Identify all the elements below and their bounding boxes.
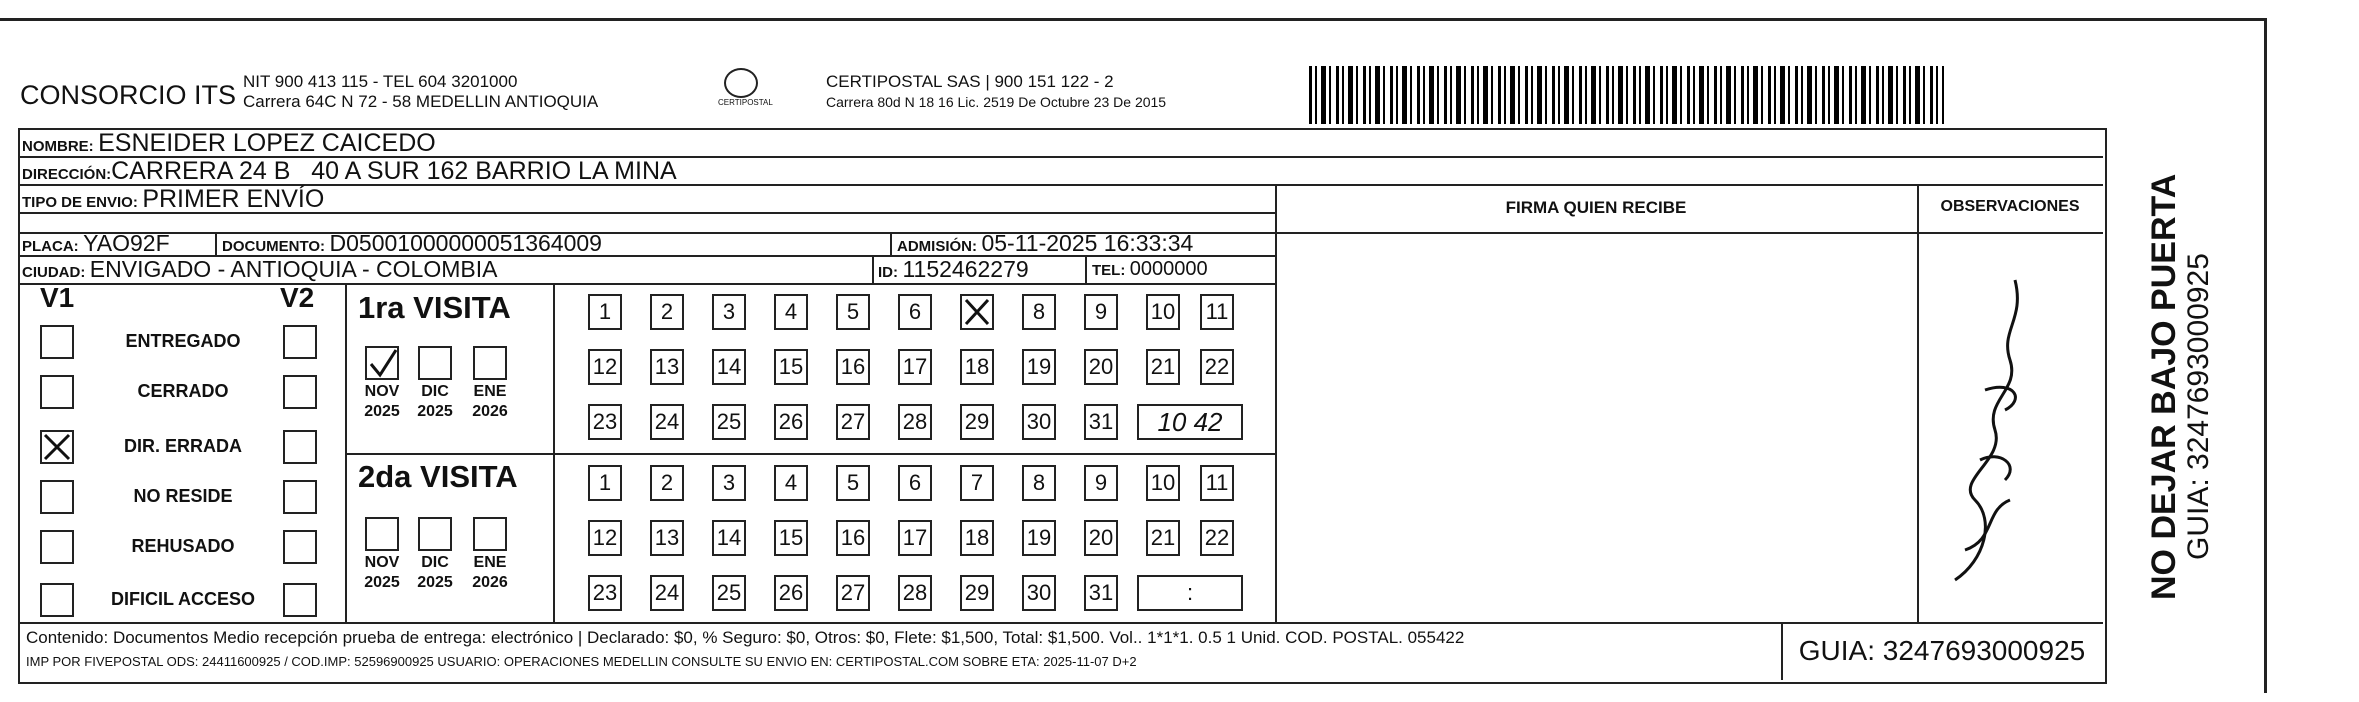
ciudad-field [22, 256, 497, 286]
status-label: DIFICIL ACCESO [110, 589, 255, 609]
side-guia: GUIA: 3247693000925 [2182, 253, 2215, 560]
tel-label: TEL: [1092, 262, 1126, 279]
day-box[interactable]: 23 [588, 575, 622, 611]
day-box[interactable]: 29 [960, 404, 994, 440]
v1-checkbox[interactable] [40, 583, 74, 617]
month-name: ENE [473, 554, 507, 571]
tipo-label: TIPO DE ENVIO: [22, 194, 138, 211]
placa-field [22, 232, 170, 258]
day-box[interactable]: 13 [650, 349, 684, 385]
month-checkbox[interactable] [365, 346, 399, 380]
carrier-logo [718, 68, 773, 107]
month-name: ENE [473, 383, 507, 400]
day-box[interactable]: 20 [1084, 520, 1118, 556]
day-box[interactable]: 7 [960, 465, 994, 501]
time-box[interactable]: : [1137, 575, 1243, 611]
nombre-field [22, 128, 436, 156]
status-label: DIR. ERRADA [123, 436, 242, 456]
tipo-value: PRIMER ENVÍO [142, 185, 325, 213]
month-checkbox[interactable] [418, 517, 452, 551]
month-label [410, 553, 460, 593]
documento-label: DOCUMENTO: [222, 238, 326, 255]
month-year: 2026 [472, 403, 508, 420]
day-box[interactable]: 17 [898, 349, 932, 385]
company-name: CONSORCIO ITS [20, 80, 237, 110]
day-box[interactable]: 27 [836, 575, 870, 611]
status-label: REHUSADO [131, 536, 235, 556]
status-label: CERRADO [137, 381, 229, 401]
v2-label: V2 [280, 282, 315, 313]
day-box[interactable]: 2 [650, 465, 684, 501]
col-divider [1275, 184, 1277, 622]
id-value: 1152462279 [902, 256, 1029, 282]
day-box-marked[interactable] [960, 294, 994, 330]
marked-day-icon [962, 296, 992, 328]
day-box[interactable]: 3 [712, 294, 746, 330]
footer-guia: GUIA: 3247693000925 [1798, 635, 2086, 666]
day-box[interactable]: 24 [650, 404, 684, 440]
company-line-2: Carrera 64C N 72 - 58 MEDELLIN ANTIOQUIA [243, 92, 599, 111]
status-label: ENTREGADO [125, 331, 241, 351]
month-name: DIC [421, 383, 449, 400]
direccion-label: DIRECCIÓN: [22, 166, 112, 183]
ciudad-label: CIUDAD: [22, 264, 86, 281]
visit2-title: 2da VISITA [358, 459, 518, 494]
nombre-value: ESNEIDER LOPEZ CAICEDO [98, 129, 436, 157]
handwritten-signature [1925, 260, 2045, 610]
tel-field [1092, 256, 1208, 284]
day-box[interactable]: 4 [774, 294, 808, 330]
day-box[interactable]: 10 [1146, 465, 1180, 501]
day-box[interactable]: 15 [774, 520, 808, 556]
day-box[interactable]: 11 [1200, 465, 1234, 501]
admision-field [897, 232, 1193, 258]
col-divider [215, 232, 217, 255]
day-box[interactable]: 5 [836, 465, 870, 501]
day-box[interactable]: 18 [960, 520, 994, 556]
tipo-envio-field [22, 186, 324, 212]
direccion-field [22, 156, 677, 184]
col-divider [890, 232, 892, 255]
month-year: 2025 [417, 574, 453, 591]
admision-value: 05-11-2025 16:33:34 [981, 230, 1194, 256]
row-divider [345, 453, 1275, 455]
day-box[interactable]: 19 [1022, 520, 1056, 556]
day-box[interactable]: 19 [1022, 349, 1056, 385]
month-checkbox[interactable] [473, 517, 507, 551]
month-checkbox[interactable] [473, 346, 507, 380]
day-box[interactable]: 12 [588, 349, 622, 385]
id-field [878, 256, 1029, 286]
month-checkbox[interactable] [365, 517, 399, 551]
v1-label: V1 [40, 282, 75, 313]
month-year: 2025 [364, 574, 400, 591]
day-box[interactable]: 6 [898, 294, 932, 330]
day-box[interactable]: 26 [774, 404, 808, 440]
tel-value: 0000000 [1129, 258, 1208, 280]
col-divider [345, 283, 347, 622]
carrier-line-2: Carrera 80d N 18 16 Lic. 2519 De Octubre 23 De 2015 [826, 94, 1167, 110]
day-box[interactable]: 10 [1146, 294, 1180, 330]
month-label [465, 553, 515, 593]
day-box[interactable]: 8 [1022, 294, 1056, 330]
company-info [243, 72, 598, 112]
carrier-line-1: CERTIPOSTAL SAS | 900 151 122 - 2 [826, 72, 1114, 91]
no-dejar-warning: NO DEJAR BAJO PUERTA [2145, 173, 2183, 600]
v1-checkbox[interactable] [40, 480, 74, 514]
month-name: NOV [364, 554, 400, 571]
month-label [357, 382, 407, 422]
day-box[interactable]: 2 [650, 294, 684, 330]
v2-checkbox[interactable] [283, 530, 317, 564]
v2-checkbox[interactable] [283, 375, 317, 409]
month-label [410, 382, 460, 422]
day-box[interactable]: 24 [650, 575, 684, 611]
firma-header: FIRMA QUIEN RECIBE [1505, 198, 1687, 217]
day-box[interactable]: 4 [774, 465, 808, 501]
day-box[interactable]: 31 [1084, 575, 1118, 611]
placa-label: PLACA: [22, 238, 79, 255]
day-box[interactable]: 15 [774, 349, 808, 385]
carrier-info [826, 72, 1166, 112]
carrier-logo-text: CERTIPOSTAL [718, 98, 773, 107]
day-box[interactable]: 29 [960, 575, 994, 611]
month-name: DIC [421, 554, 449, 571]
v2-checkbox[interactable] [283, 430, 317, 464]
day-box[interactable]: 30 [1022, 404, 1056, 440]
day-box[interactable]: 12 [588, 520, 622, 556]
v2-checkbox[interactable] [283, 583, 317, 617]
month-label [465, 382, 515, 422]
documento-value: D05001000000051364009 [329, 230, 602, 256]
day-box[interactable]: 27 [836, 404, 870, 440]
day-box[interactable]: 25 [712, 575, 746, 611]
day-box[interactable]: 28 [898, 404, 932, 440]
check-x-icon [42, 432, 72, 462]
direccion-value: CARRERA 24 B 40 A SUR 162 BARRIO LA MINA [111, 157, 677, 185]
footer-print-info: IMP POR FIVEPOSTAL ODS: 24411600925 / COD.IMP: 52596900925 USUARIO: OPERACIONES MEDELLIN CONSULTE SU ENVIO EN: CERTIPOSTAL.COM SOBRE ETA: 2025-11-07 D+2 [26, 654, 1137, 669]
status-label: NO RESIDE [133, 486, 233, 506]
barcode [1309, 66, 1944, 124]
day-box[interactable]: 9 [1084, 294, 1118, 330]
day-box[interactable]: 6 [898, 465, 932, 501]
day-box[interactable]: 31 [1084, 404, 1118, 440]
visit1-title: 1ra VISITA [358, 290, 511, 325]
day-box[interactable]: 14 [712, 349, 746, 385]
v1-checkbox[interactable] [40, 375, 74, 409]
check-mark-icon [367, 348, 397, 378]
day-box[interactable]: 13 [650, 520, 684, 556]
v2-checkbox[interactable] [283, 325, 317, 359]
col-divider [1085, 255, 1087, 283]
footer-content: Contenido: Documentos Medio recepción prueba de entrega: electrónico | Declarado: $0, % Seguro: $0, Otros: $0, Flete: $1,500, Total: $1,500. Vol.. 1*1*1. 0.5 1 Unid. COD. POSTAL. 055422 [26, 628, 1465, 647]
month-year: 2025 [417, 403, 453, 420]
carrier-logo-icon [724, 68, 758, 98]
day-box[interactable]: 20 [1084, 349, 1118, 385]
day-box[interactable]: 21 [1146, 349, 1180, 385]
day-box[interactable]: 22 [1200, 520, 1234, 556]
day-box[interactable]: 16 [836, 520, 870, 556]
admision-label: ADMISIÓN: [897, 238, 977, 255]
v1-checkbox[interactable] [40, 530, 74, 564]
month-year: 2026 [472, 574, 508, 591]
v1-checkbox[interactable] [40, 325, 74, 359]
v1-checkbox[interactable] [40, 430, 74, 464]
ciudad-value: ENVIGADO - ANTIOQUIA - COLOMBIA [89, 256, 498, 282]
v2-checkbox[interactable] [283, 480, 317, 514]
day-box[interactable]: 8 [1022, 465, 1056, 501]
id-label: ID: [878, 264, 898, 281]
day-box[interactable]: 22 [1200, 349, 1234, 385]
day-box[interactable]: 5 [836, 294, 870, 330]
day-box[interactable]: 3 [712, 465, 746, 501]
day-box[interactable]: 16 [836, 349, 870, 385]
month-checkbox[interactable] [418, 346, 452, 380]
day-box[interactable]: 25 [712, 404, 746, 440]
day-box[interactable]: 11 [1200, 294, 1234, 330]
nombre-label: NOMBRE: [22, 138, 94, 155]
placa-value: YAO92F [83, 230, 170, 256]
day-box[interactable]: 1 [588, 465, 622, 501]
documento-field [222, 232, 602, 258]
day-box[interactable]: 26 [774, 575, 808, 611]
col-divider [872, 255, 874, 283]
month-year: 2025 [364, 403, 400, 420]
col-divider [553, 283, 555, 622]
day-box[interactable]: 23 [588, 404, 622, 440]
col-divider [1917, 184, 1919, 622]
company-line-1: NIT 900 413 115 - TEL 604 3201000 [243, 72, 518, 91]
day-box[interactable]: 28 [898, 575, 932, 611]
day-box[interactable]: 21 [1146, 520, 1180, 556]
row-divider [18, 622, 2103, 624]
day-box[interactable]: 14 [712, 520, 746, 556]
day-box[interactable]: 1 [588, 294, 622, 330]
month-name: NOV [364, 383, 400, 400]
time-box[interactable]: 10 42 [1137, 404, 1243, 440]
day-box[interactable]: 17 [898, 520, 932, 556]
day-box[interactable]: 18 [960, 349, 994, 385]
day-box[interactable]: 9 [1084, 465, 1118, 501]
observaciones-header: OBSERVACIONES [1940, 198, 2080, 215]
day-box[interactable]: 30 [1022, 575, 1056, 611]
month-label [357, 553, 407, 593]
